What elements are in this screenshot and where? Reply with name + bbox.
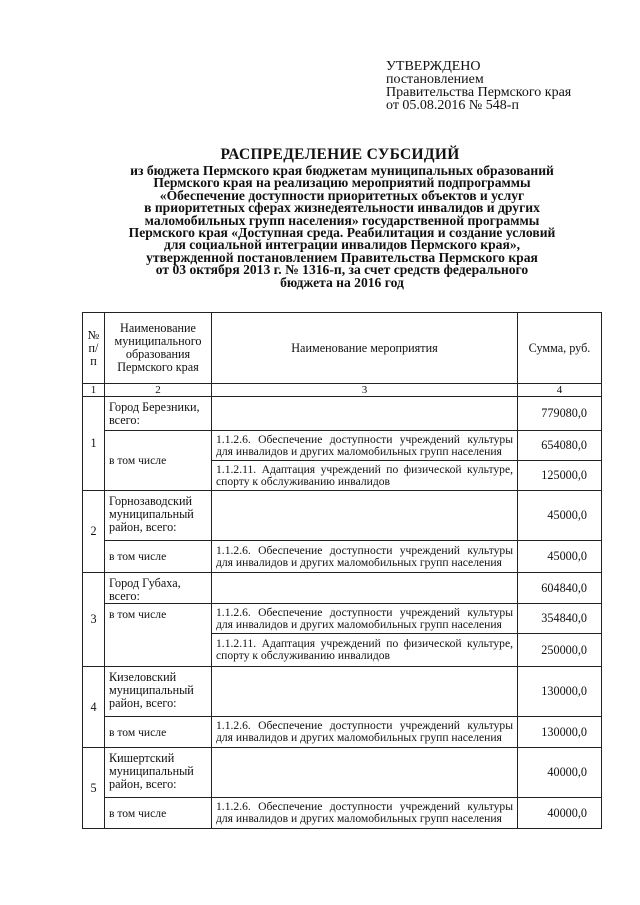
subsidy-table: [82, 312, 602, 829]
row-number: 5: [83, 748, 105, 829]
table-row: [83, 491, 602, 541]
municipality-name: Город Губаха, всего:: [105, 573, 212, 604]
subtitle-line: маломобильных групп населения» государственной программы: [144, 212, 540, 228]
event-sum: 250000,0: [518, 634, 602, 667]
event-empty: [212, 667, 518, 717]
table-header-row: [83, 313, 602, 384]
event-sum: 125000,0: [518, 461, 602, 491]
event-culture: 1.1.2.6. Обеспечение доступности учреждений культуры для инвалидов и других маломобильных групп населения: [212, 541, 518, 573]
subtitle-line: Пермского края на реализацию мероприятий подпрограммы: [153, 175, 531, 191]
total-sum: 130000,0: [518, 667, 602, 717]
total-sum: 779080,0: [518, 397, 602, 431]
total-sum: 40000,0: [518, 748, 602, 798]
column-index-row: [83, 384, 602, 397]
event-culture: 1.1.2.6. Обеспечение доступности учреждений культуры для инвалидов и других маломобильных групп населения: [212, 798, 518, 829]
event-sport: 1.1.2.11. Адаптация учреждений по физической культуре, спорту к обслуживанию инвалидов: [212, 461, 518, 491]
event-empty: [212, 573, 518, 604]
municipality-name: Горнозаводский муниципальный район, всего:: [105, 491, 212, 541]
approval-stamp: [386, 60, 616, 112]
header-sum: Сумма, руб.: [518, 313, 602, 384]
table-row: [83, 667, 602, 717]
including-label: в том числе: [105, 541, 212, 573]
including-label: в том числе: [105, 717, 212, 748]
header-municipality: Наименование муниципального образования Пермского края: [105, 313, 212, 384]
event-sum: 40000,0: [518, 798, 602, 829]
including-label: в том числе: [105, 431, 212, 491]
event-culture: 1.1.2.6. Обеспечение доступности учреждений культуры для инвалидов и других маломобильных групп населения: [212, 717, 518, 748]
table-row: [83, 541, 602, 573]
approval-line-3: Правительства Пермского края: [386, 85, 572, 100]
municipality-name: Город Березники, всего:: [105, 397, 212, 431]
event-empty: [212, 491, 518, 541]
row-number: 1: [83, 397, 105, 491]
municipality-name: Кизеловский муниципальный район, всего:: [105, 667, 212, 717]
subtitle-line: от 03 октября 2013 г. № 1316-п, за счет средств федерального: [155, 262, 529, 278]
subtitle-line: для социальной интеграции инвалидов Пермского края»,: [163, 237, 521, 253]
subtitle-line: Пермского края «Доступная среда. Реабилитация и создание условий: [128, 225, 556, 241]
column-index: 1: [83, 384, 105, 397]
table-row: [83, 717, 602, 748]
total-sum: 45000,0: [518, 491, 602, 541]
event-sum: 354840,0: [518, 604, 602, 634]
approval-line-1: УТВЕРЖДЕНО: [386, 59, 481, 74]
event-sum: 130000,0: [518, 717, 602, 748]
event-empty: [212, 397, 518, 431]
column-index: 3: [212, 384, 518, 397]
table-row: [83, 798, 602, 829]
total-sum: 604840,0: [518, 573, 602, 604]
event-culture: 1.1.2.6. Обеспечение доступности учреждений культуры для инвалидов и других маломобильных групп населения: [212, 431, 518, 461]
event-empty: [212, 748, 518, 798]
document-subtitle: [92, 165, 592, 289]
table-row: [83, 604, 602, 634]
subtitle-line: в приоритетных сферах жизнедеятельности инвалидов и других: [144, 200, 540, 216]
including-label: в том числе: [105, 604, 212, 667]
including-label: в том числе: [105, 798, 212, 829]
row-number: 2: [83, 491, 105, 573]
event-sum: 654080,0: [518, 431, 602, 461]
approval-line-2: постановлением: [386, 72, 484, 87]
row-number: 3: [83, 573, 105, 667]
table-row: [83, 573, 602, 604]
table-row: [83, 748, 602, 798]
document-title: РАСПРЕДЕЛЕНИЕ СУБСИДИЙ: [220, 146, 460, 163]
event-sport: 1.1.2.11. Адаптация учреждений по физической культуре, спорту к обслуживанию инвалидов: [212, 634, 518, 667]
table-row: [83, 431, 602, 461]
header-num: № п/п: [83, 313, 105, 384]
municipality-name: Кишертский муниципальный район, всего:: [105, 748, 212, 798]
approval-line-4: от 05.08.2016 № 548-п: [386, 98, 519, 113]
event-culture: 1.1.2.6. Обеспечение доступности учреждений культуры для инвалидов и других маломобильных групп населения: [212, 604, 518, 634]
column-index: 4: [518, 384, 602, 397]
subtitle-line: «Обеспечение доступности приоритетных объектов и услуг: [159, 187, 525, 203]
subtitle-line: утвержденной постановлением Правительства Пермского края: [146, 249, 538, 265]
row-number: 4: [83, 667, 105, 748]
table-row: [83, 397, 602, 431]
event-sum: 45000,0: [518, 541, 602, 573]
column-index: 2: [105, 384, 212, 397]
subtitle-line: из бюджета Пермского края бюджетам муниципальных образований: [130, 163, 554, 178]
subtitle-line: бюджета на 2016 год: [280, 274, 404, 290]
header-event: Наименование мероприятия: [212, 313, 518, 384]
